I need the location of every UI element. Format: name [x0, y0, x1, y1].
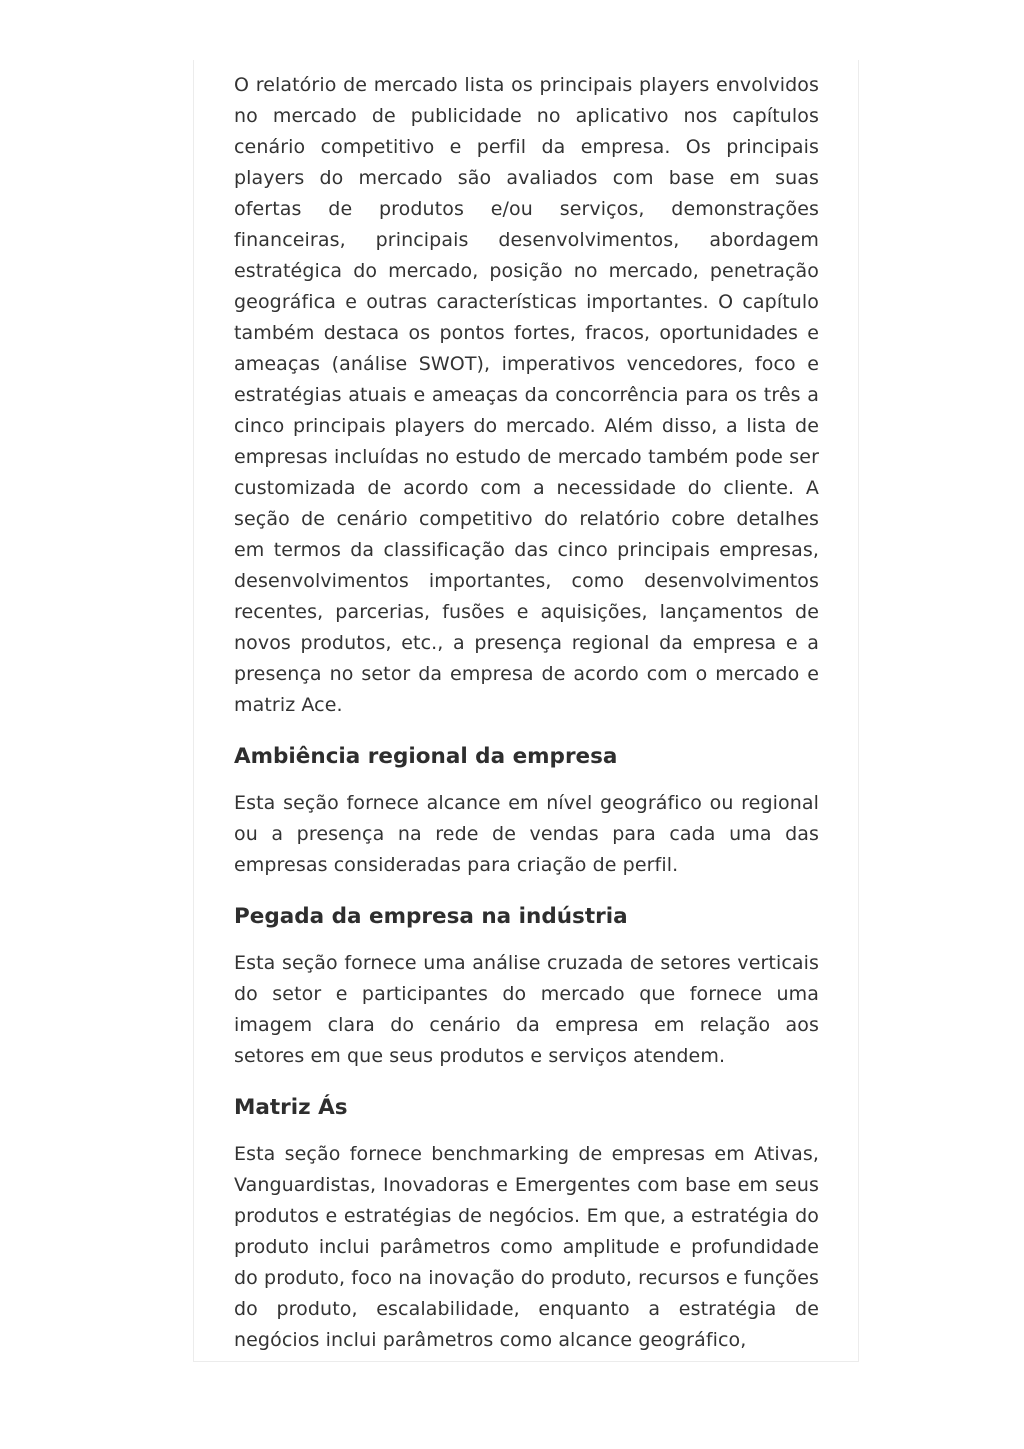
section-body-regional: Esta seção fornece alcance em nível geográfico ou regional ou a presença na rede de vendas para cada uma das empresas consideradas para criação de perfil. — [234, 792, 819, 876]
document-content — [234, 70, 819, 1362]
section-body-industry-footprint: Esta seção fornece uma análise cruzada de setores verticais do setor e participantes do mercado que fornece uma imagem clara do cenário da empresa em relação aos setores em que seus produtos e serviços atendem. — [234, 952, 819, 1067]
section-heading-industry-footprint: Pegada da empresa na indústria — [234, 904, 628, 929]
section-heading-ace-matrix: Matriz Ás — [234, 1095, 348, 1120]
section-body-ace-matrix: Esta seção fornece benchmarking de empresas em Ativas, Vanguardistas, Inovadoras e Emergentes com base em seus produtos e estratégias de negócios. Em que, a estratégia do produto inclui parâmetros como amplitude e profundidade do produto, foco na inovação do produto, recursos e funções do produto, escalabilidade, enquanto a estratégia de negócios inclui parâmetros como alcance geográfico, — [234, 1143, 819, 1351]
document-page — [193, 60, 859, 1362]
intro-paragraph: O relatório de mercado lista os principais players envolvidos no mercado de publicidade no aplicativo nos capítulos cenário competitivo e perfil da empresa. Os principais players do mercado são avaliados com base em suas ofertas de produtos e/ou serviços, demonstrações financeiras, principais desenvolvimentos, abordagem estratégica do mercado, posição no mercado, penetração geográfica e outras características importantes. O capítulo também destaca os pontos fortes, fracos, oportunidades e ameaças (análise SWOT), imperativos vencedores, foco e estratégias atuais e ameaças da concorrência para os três a cinco principais players do mercado. Além disso, a lista de empresas incluídas no estudo de mercado também pode ser customizada de acordo com a necessidade do cliente. A seção de cenário competitivo do relatório cobre detalhes em termos da classificação das cinco principais empresas, desenvolvimentos importantes, como desenvolvimentos recentes, parcerias, fusões e aquisições, lançamentos de novos produtos, etc., a presença regional da empresa e a presença no setor da empresa de acordo com o mercado e matriz Ace. — [234, 74, 819, 716]
section-heading-regional: Ambiência regional da empresa — [234, 744, 618, 769]
